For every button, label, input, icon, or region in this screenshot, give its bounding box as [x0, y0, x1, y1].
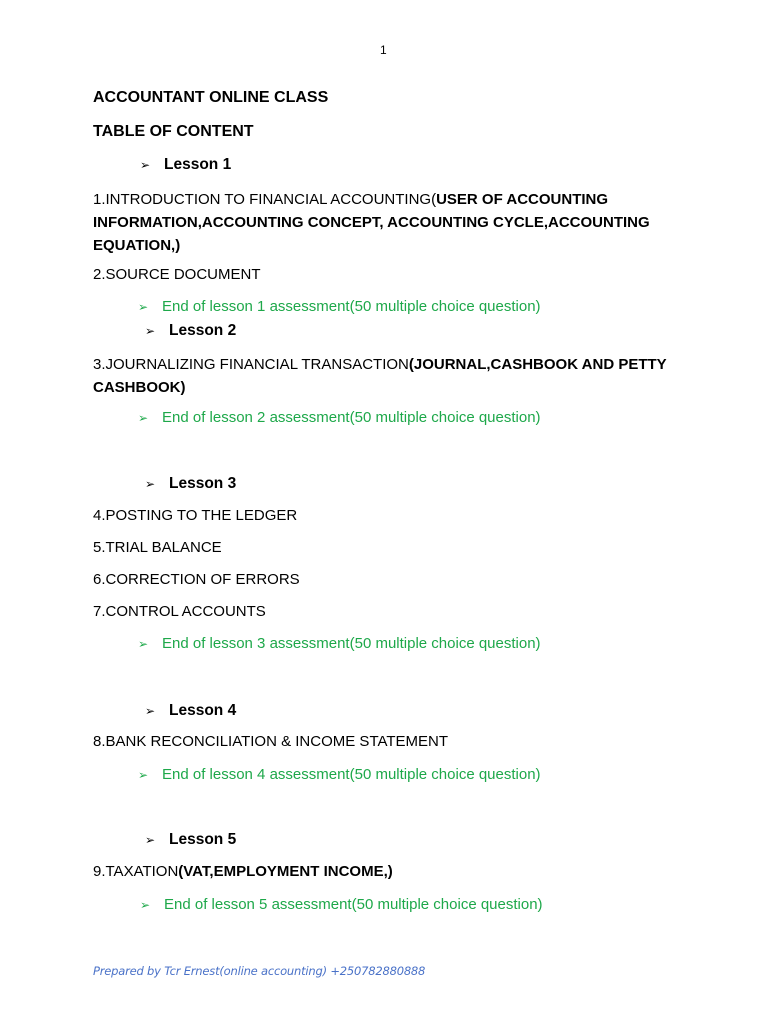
page-number: 1 [380, 43, 387, 57]
lesson-3-heading [145, 475, 236, 493]
arrow-bullet-icon: ➢ [140, 158, 151, 172]
topic-7: 7.CONTROL ACCOUNTS [93, 603, 266, 620]
arrow-bullet-icon: ➢ [145, 833, 156, 847]
lesson-1-heading [140, 156, 231, 174]
lesson-label: Lesson 1 [164, 156, 232, 173]
topic-3-text: 3.JOURNALIZING FINANCIAL TRANSACTION [93, 356, 409, 373]
topic-8: 8.BANK RECONCILIATION & INCOME STATEMENT [93, 733, 449, 750]
lesson-label: Lesson 4 [169, 702, 237, 719]
arrow-bullet-icon: ➢ [140, 898, 151, 912]
topic-9 [93, 863, 393, 880]
topic-6: 6.CORRECTION OF ERRORS [93, 571, 300, 588]
arrow-bullet-icon: ➢ [138, 300, 149, 314]
topic-3-details: (JOURNAL,CASHBOOK AND PETTY CASHBOOK) [93, 356, 667, 396]
lesson-2-heading [145, 322, 236, 340]
topic-3 [93, 353, 683, 399]
topic-1 [93, 188, 673, 257]
topic-1-details: USER OF ACCOUNTING INFORMATION,ACCOUNTING CONCEPT, ACCOUNTING CYCLE,ACCOUNTING EQUATION,) [93, 191, 650, 254]
assessment-2 [138, 409, 541, 426]
document-title: ACCOUNTANT ONLINE CLASS [93, 89, 329, 106]
arrow-bullet-icon: ➢ [138, 411, 149, 425]
topic-4: 4.POSTING TO THE LEDGER [93, 507, 298, 524]
toc-heading: TABLE OF CONTENT [93, 123, 254, 140]
assessment-5 [140, 896, 543, 913]
topic-2: 2.SOURCE DOCUMENT [93, 266, 261, 283]
topic-1-text: 1.INTRODUCTION TO FINANCIAL ACCOUNTING( [93, 191, 437, 208]
assessment-4 [138, 766, 541, 783]
assessment-text: End of lesson 3 assessment(50 multiple choice question) [162, 635, 541, 652]
assessment-text: End of lesson 4 assessment(50 multiple choice question) [162, 766, 541, 783]
topic-9-text: 9.TAXATION [93, 863, 179, 880]
topic-9-details: (VAT,EMPLOYMENT INCOME,) [178, 863, 393, 880]
lesson-label: Lesson 2 [169, 322, 237, 339]
arrow-bullet-icon: ➢ [145, 324, 156, 338]
assessment-text: End of lesson 5 assessment(50 multiple choice question) [164, 896, 543, 913]
arrow-bullet-icon: ➢ [138, 637, 149, 651]
lesson-label: Lesson 5 [169, 831, 237, 848]
topic-5: 5.TRIAL BALANCE [93, 539, 222, 556]
lesson-label: Lesson 3 [169, 475, 237, 492]
lesson-5-heading [145, 831, 236, 849]
assessment-text: End of lesson 1 assessment(50 multiple choice question) [162, 298, 541, 315]
assessment-1 [138, 298, 541, 315]
assessment-3 [138, 635, 541, 652]
lesson-4-heading [145, 702, 236, 720]
arrow-bullet-icon: ➢ [145, 704, 156, 718]
footer-prepared-by: Prepared by Tcr Ernest(online accounting) +250782880888 [93, 964, 426, 978]
arrow-bullet-icon: ➢ [138, 768, 149, 782]
arrow-bullet-icon: ➢ [145, 477, 156, 491]
assessment-text: End of lesson 2 assessment(50 multiple choice question) [162, 409, 541, 426]
